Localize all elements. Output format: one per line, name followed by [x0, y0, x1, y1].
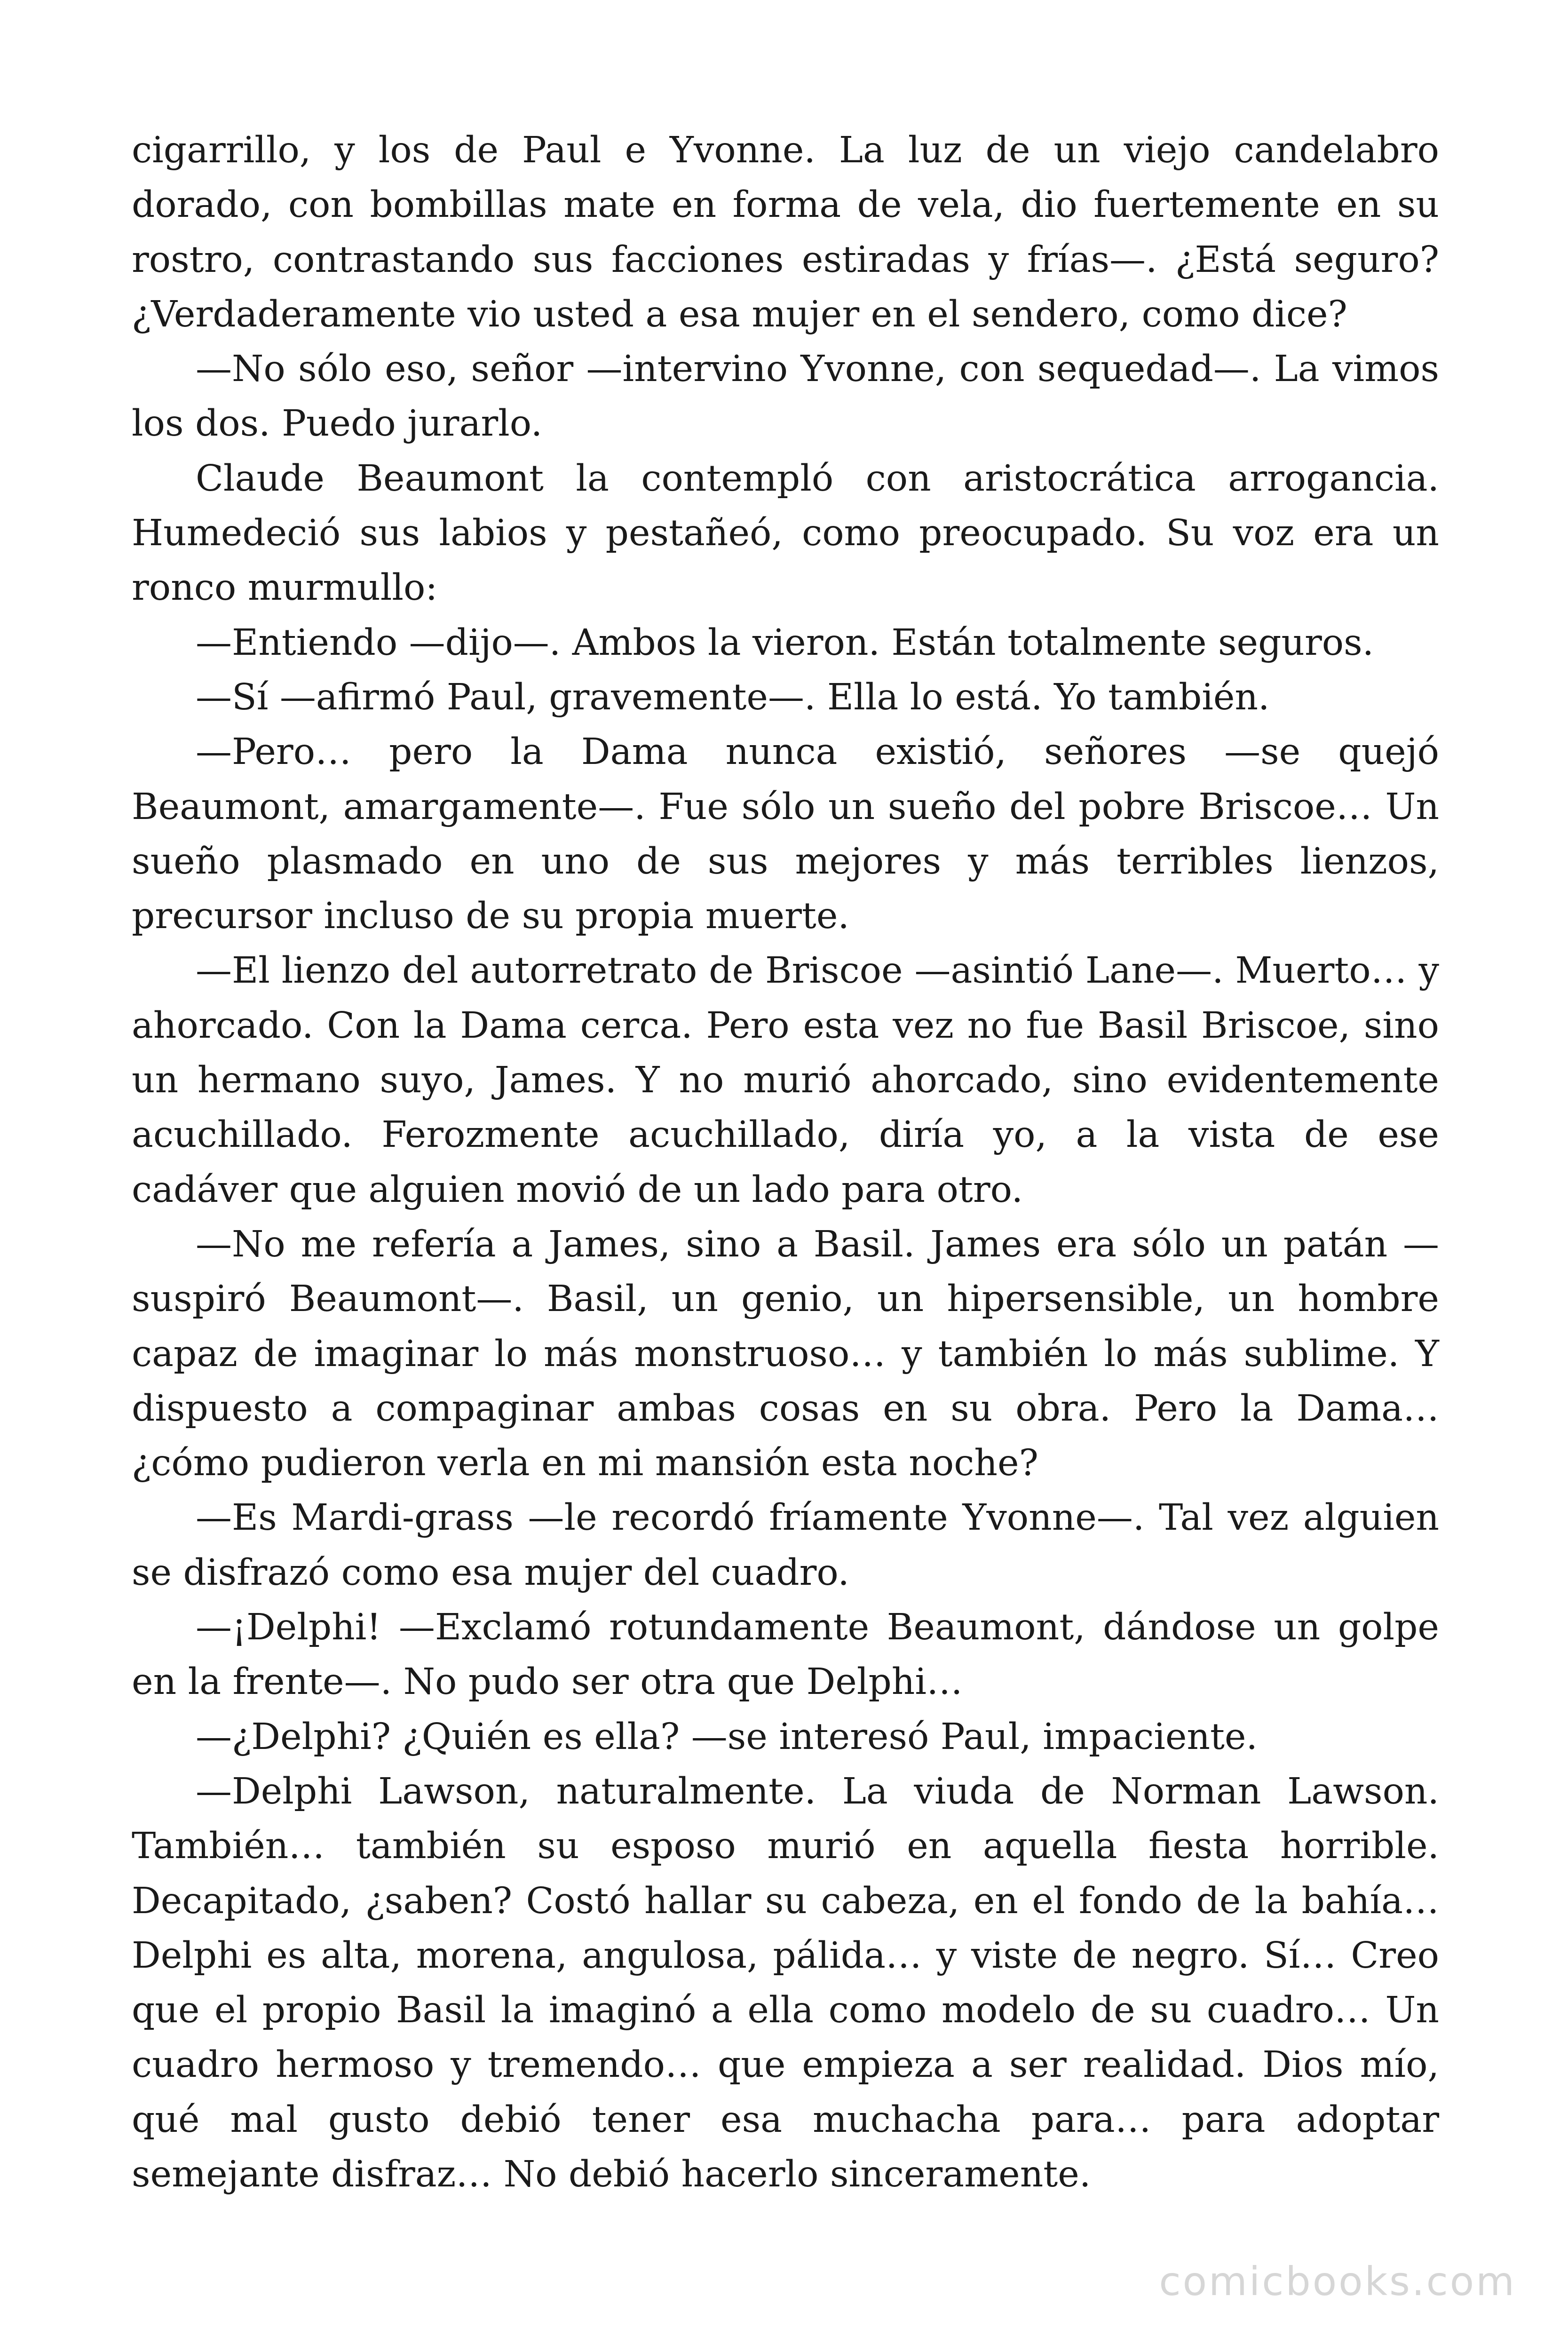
paragraph-1: cigarrillo, y los de Paul e Yvonne. La luz de un viejo candelabro dorado, con bombillas mate en forma de vela, dio fuertemente en su rostro, contrastando sus facciones estiradas y frías—. ¿Está seguro? ¿Verdaderamente vio usted a esa mujer en el sendero, como dice?	[132, 129, 1439, 335]
watermark: comicbooks.com	[1159, 2258, 1516, 2304]
paragraph-12: —Delphi Lawson, naturalmente. La viuda de Norman Lawson. También… también su esposo murió en aquella fiesta horrible. Decapitado, ¿saben? Costó hallar su cabeza, en el fondo de la bahía… Delphi es alta, morena, angulosa, pálida… y viste de negro. Sí… Creo que el propio Basil la imaginó a ella como modelo de su cuadro… Un cuadro hermoso y tremendo… que empieza a ser realidad. Dios mío, qué mal gusto debió tener esa muchacha para… para adoptar semejante disfraz… No debió hacerlo sinceramente.	[132, 1770, 1439, 2195]
paragraph-7: —El lienzo del autorretrato de Briscoe —asintió Lane—. Muerto… y ahorcado. Con la Dama cerca. Pero esta vez no fue Basil Briscoe, sino un hermano suyo, James. Y no murió ahorcado, sino evidentemente acuchillado. Ferozmente acuchillado, diría yo, a la vista de ese cadáver que alguien movió de un lado para otro.	[132, 950, 1439, 1211]
paragraph-2: —No sólo eso, señor —intervino Yvonne, con sequedad—. La vimos los dos. Puedo jurarlo.	[132, 348, 1439, 445]
paragraph-6: —Pero… pero la Dama nunca existió, señores —se quejó Beaumont, amargamente—. Fue sólo un sueño del pobre Briscoe… Un sueño plasmado en uno de sus mejores y más terribles lienzos, precursor incluso de su propia muerte.	[132, 731, 1439, 938]
paragraph-5: —Sí —afirmó Paul, gravemente—. Ella lo está. Yo también.	[196, 676, 1270, 718]
paragraph-10: —¡Delphi! —Exclamó rotundamente Beaumont, dándose un golpe en la frente—. No pudo ser otra que Delphi…	[132, 1606, 1439, 1703]
paragraph-4: —Entiendo —dijo—. Ambos la vieron. Están totalmente seguros.	[196, 621, 1374, 664]
paragraph-3: Claude Beaumont la contempló con aristocrática arrogancia. Humedeció sus labios y pestañeó, como preocupado. Su voz era un ronco murmullo:	[132, 457, 1439, 609]
paragraph-9: —Es Mardi-grass —le recordó fríamente Yvonne—. Tal vez alguien se disfrazó como esa mujer del cuadro.	[132, 1497, 1439, 1594]
paragraph-11: —¿Delphi? ¿Quién es ella? —se interesó Paul, impaciente.	[196, 1716, 1258, 1758]
paragraph-8: —No me refería a James, sino a Basil. James era sólo un patán —suspiró Beaumont—. Basil, un genio, un hipersensible, un hombre capaz de imaginar lo más monstruoso… y también lo más sublime. Y dispuesto a compaginar ambas cosas en su obra. Pero la Dama… ¿cómo pudieron verla en mi mansión esta noche?	[132, 1223, 1439, 1485]
body-text	[132, 123, 1439, 2202]
